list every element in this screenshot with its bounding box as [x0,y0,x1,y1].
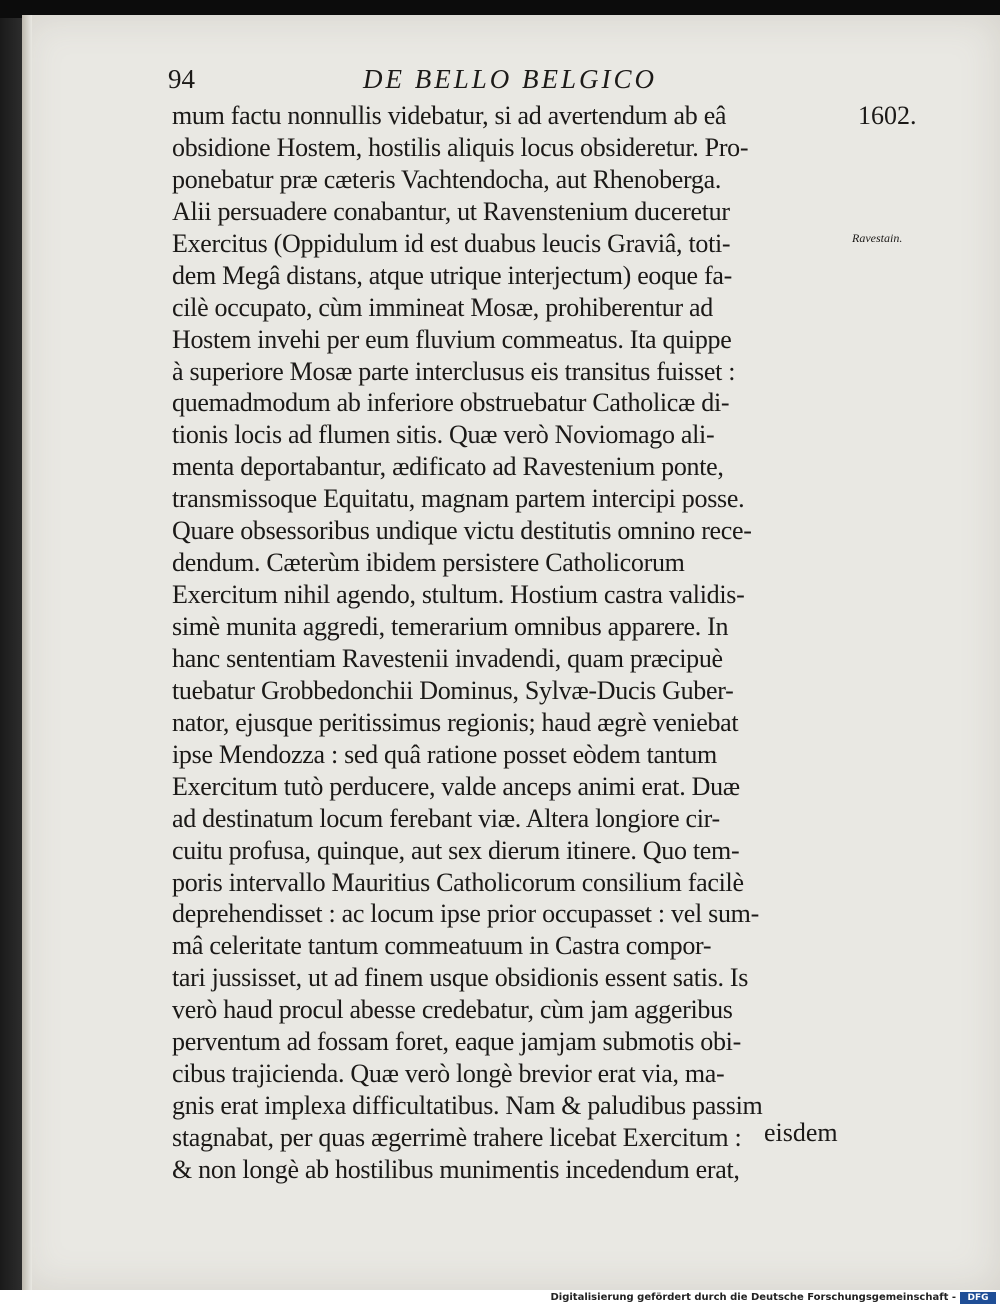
text-line: Hostem invehi per eum fluvium commeatus. Ita quippe [172,324,732,354]
text-line: Alii persuadere conabantur, ut Ravenstenium duceretur [172,196,730,226]
text-line: tuebatur Grobbedonchii Dominus, Sylvæ-Ducis Guber- [172,675,734,705]
text-line: simè munita aggredi, temerarium omnibus apparere. In [172,612,729,641]
text-line: cuitu profusa, quinque, aut sex dierum itinere. Quo tem- [172,835,740,865]
text-line: gnis erat implexa difficultatibus. Nam & paludibus passim [172,1091,763,1121]
page-header [168,64,840,98]
text-line: mum factu nonnullis videbatur, si ad avertendum ab eâ [172,101,727,130]
text-line: mâ celeritate tantum commeatuum in Castra compor- [172,931,712,961]
text-line: Exercitum tutò perducere, valde anceps animi erat. Duæ [172,771,740,801]
running-title: DE BELLO BELGICO [363,64,658,94]
text-line: Quare obsessoribus undique victu destitutis omnino rece- [172,516,752,546]
margin-note: Ravestain. [852,231,903,245]
text-line: nator, ejusque peritissimus regionis; haud ægrè veniebat [172,707,739,737]
text-line: ad destinatum locum ferebant viæ. Altera longiore cir- [172,803,720,833]
text-line: ipse Mendozza : sed quâ ratione posset eòdem tantum [172,739,717,769]
text-line: stagnabat, per quas ægerrimè trahere licebat Exercitum : [172,1123,742,1152]
text-line: tari jussisset, ut ad finem usque obsidionis essent satis. Is [172,963,749,993]
page-number: 94 [168,64,195,94]
text-line: hanc sententiam Ravestenii invadendi, quam præcipuè [172,643,723,673]
text-line: dem Megâ distans, atque utrique interjectum) eoque fa- [172,260,732,290]
body-text [172,100,852,1186]
text-line: quemadmodum ab inferiore obstruebatur Catholicæ di- [172,388,730,418]
text-line: poris intervallo Mauritius Catholicorum consilium facilè [172,867,744,897]
text-line: verò haud procul abesse credebatur, cùm jam aggeribus [172,995,733,1025]
text-line: Exercitum nihil agendo, stultum. Hostium castra validis- [172,580,745,610]
text-line: à superiore Mosæ parte interclusus eis transitus fuisset : [172,356,736,386]
text-line: obsidione Hostem, hostilis aliquis locus obsideretur. Pro- [172,132,749,162]
text-line: perventum ad fossam foret, eaque jamjam submotis obi- [172,1027,741,1057]
text-line: & non longè ab hostilibus munimentis incedendum erat, [172,1154,740,1184]
digitization-footer [0,1290,1000,1307]
text-line: Exercitus (Oppidulum id est duabus leucis Graviâ, toti- [172,228,731,258]
text-line: deprehendisset : ac locum ipse prior occupasset : vel sum- [172,899,759,929]
text-line: ponebatur præ cæteris Vachtendocha, aut Rhenoberga. [172,164,722,194]
text-line: transmissoque Equitatu, magnam partem intercipi posse. [172,484,745,514]
dfg-logo: DFG [960,1292,996,1304]
text-line: dendum. Cæterùm ibidem persistere Catholicorum [172,548,685,578]
text-line: menta deportabantur, ædificato ad Ravestenium ponte, [172,452,724,482]
margin-year: 1602. [858,101,917,130]
text-line: tionis locis ad flumen sitis. Quæ verò Noviomago ali- [172,420,715,450]
footer-credit: Digitalisierung gefördert durch die Deutsche Forschungsgemeinschaft - [550,1292,956,1303]
catchword: eisdem [764,1118,838,1147]
text-line: cibus trajicienda. Quæ verò longè brevior erat via, ma- [172,1059,725,1089]
page-gutter-shadow [22,15,32,1290]
text-line: cilè occupato, cùm immineat Mosæ, prohiberentur ad [172,292,713,322]
